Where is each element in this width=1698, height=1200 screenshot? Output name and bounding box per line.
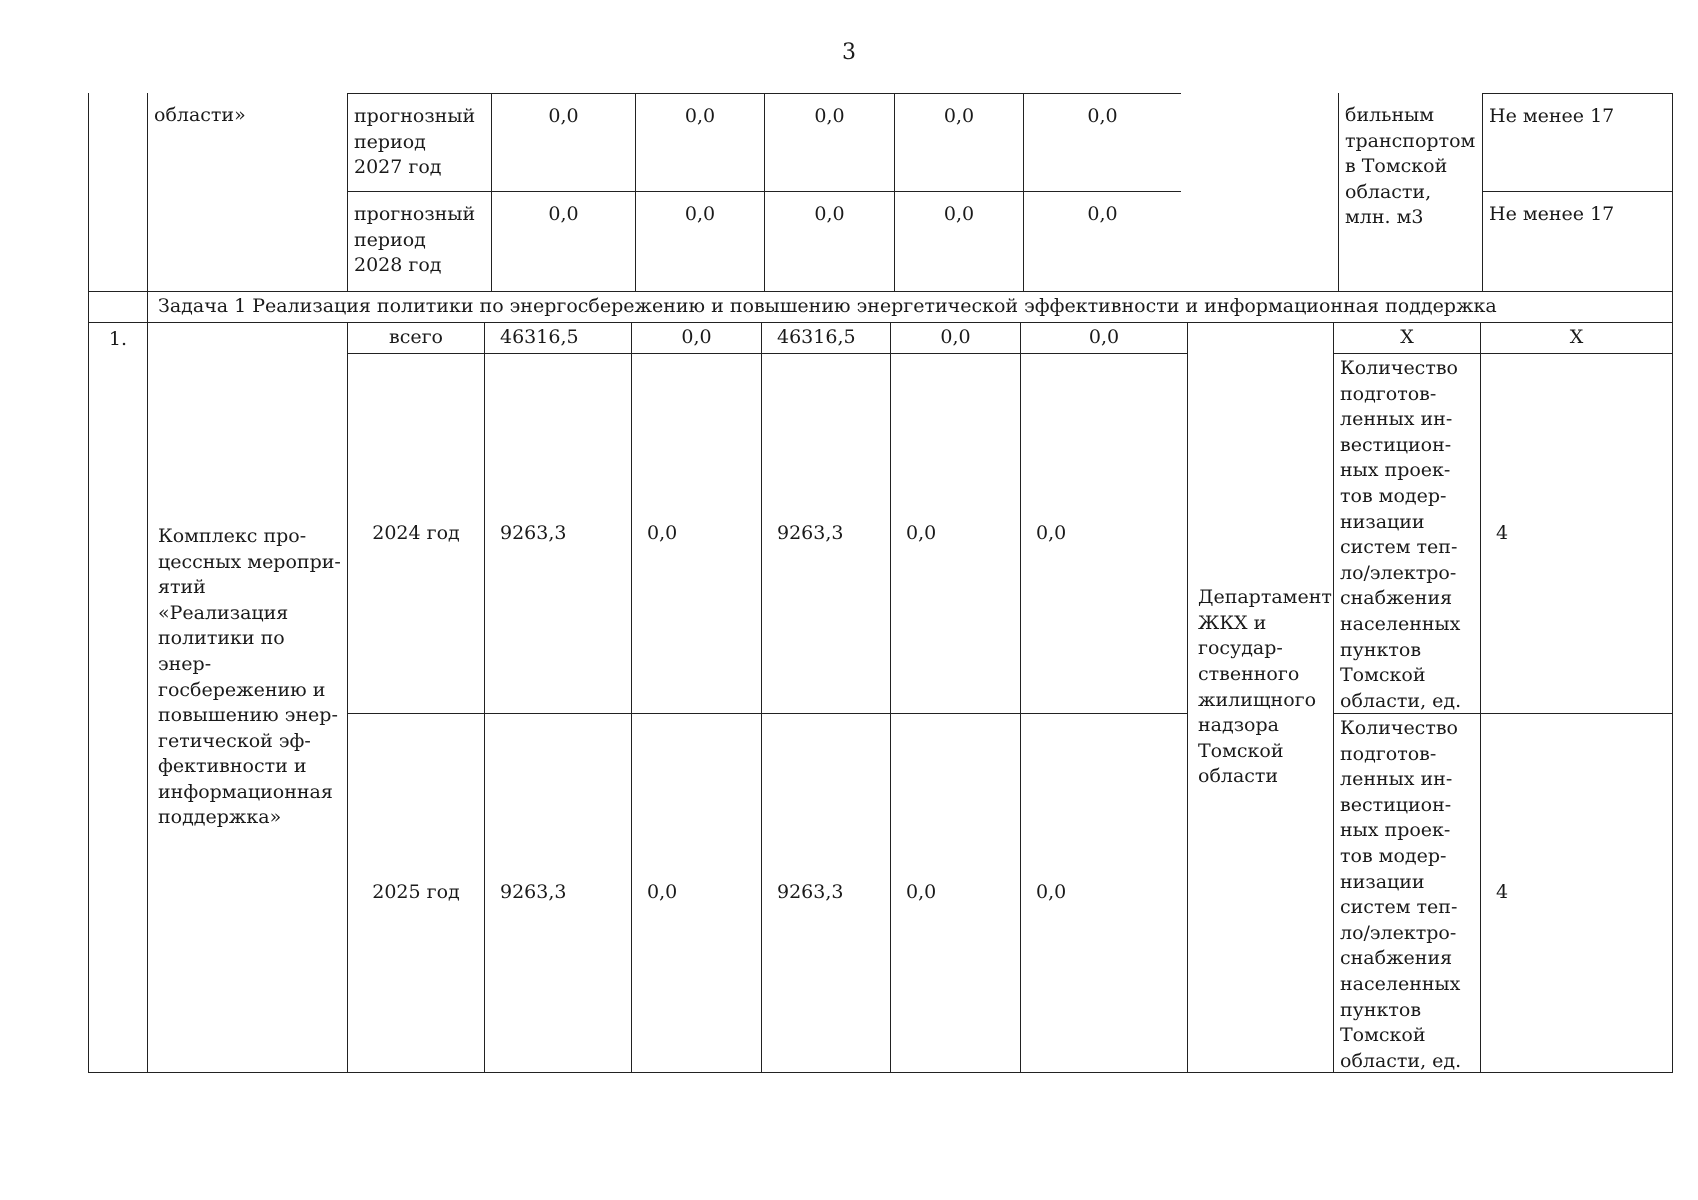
page-number: 3 xyxy=(842,40,856,65)
measure-name-text: Комплекс про- цессных меропри- ятий «Реализация политики по энер- госбережению и повышению энер- гетической эф- фективности и информационная поддержка» xyxy=(158,524,341,829)
value-2028-federal: 0,0 xyxy=(635,191,765,292)
value-2025-local: 0,0 xyxy=(890,713,1021,1073)
value-2028-total: 0,0 xyxy=(491,191,636,292)
total-regional: 46316,5 xyxy=(761,322,891,354)
value-2027-total: 0,0 xyxy=(491,93,636,192)
period-2028: прогнозный период 2028 год xyxy=(347,191,492,292)
responsible-department-text: Департамент ЖКХ и государ- ственного жилищного надзора Томской области xyxy=(1198,586,1332,788)
total-indicator: X xyxy=(1333,322,1481,354)
indicator-value-2027: Не менее 17 xyxy=(1482,93,1673,192)
top-responsible-gap xyxy=(1181,93,1339,292)
value-2025-total: 9263,3 xyxy=(484,713,632,1073)
top-number-cell xyxy=(88,93,148,292)
value-2025-federal: 0,0 xyxy=(631,713,762,1073)
indicator-value-2024: 4 xyxy=(1480,353,1673,714)
period-2024: 2024 год xyxy=(347,353,485,714)
value-2028-other: 0,0 xyxy=(1023,191,1182,292)
value-2025-regional: 9263,3 xyxy=(761,713,891,1073)
period-2027: прогнозный период 2027 год xyxy=(347,93,492,192)
top-measure-name-tail: области» xyxy=(147,93,348,292)
top-indicator-name-tail: бильным транспортом в Томской области, млн. м3 xyxy=(1338,93,1483,292)
task-number-cell xyxy=(88,291,148,323)
value-2027-other: 0,0 xyxy=(1023,93,1182,192)
value-2024-federal: 0,0 xyxy=(631,353,762,714)
value-2024-other: 0,0 xyxy=(1020,353,1188,714)
period-total: всего xyxy=(347,322,485,354)
total-other: 0,0 xyxy=(1020,322,1188,354)
value-2028-regional: 0,0 xyxy=(764,191,895,292)
value-2027-federal: 0,0 xyxy=(635,93,765,192)
value-2024-local: 0,0 xyxy=(890,353,1021,714)
total-federal: 0,0 xyxy=(631,322,762,354)
value-2025-other: 0,0 xyxy=(1020,713,1188,1073)
value-2027-local: 0,0 xyxy=(894,93,1024,192)
indicator-2025: Количество подготов- ленных ин- вестицион- ных проек- тов модер- низации систем теп- ло/электро- снабжения населенных пунктов Томской области, ед. xyxy=(1333,713,1481,1073)
total-amount: 46316,5 xyxy=(484,322,632,354)
value-2028-local: 0,0 xyxy=(894,191,1024,292)
period-2025: 2025 год xyxy=(347,713,485,1073)
indicator-value-2025: 4 xyxy=(1480,713,1673,1073)
indicator-value-2028: Не менее 17 xyxy=(1482,191,1673,292)
total-local: 0,0 xyxy=(890,322,1021,354)
measure-number: 1. xyxy=(88,322,148,1073)
total-indicator-value: X xyxy=(1480,322,1673,354)
value-2024-regional: 9263,3 xyxy=(761,353,891,714)
measure-name xyxy=(147,322,348,1073)
value-2024-total: 9263,3 xyxy=(484,353,632,714)
value-2027-regional: 0,0 xyxy=(764,93,895,192)
responsible-department xyxy=(1187,322,1334,1073)
task-1-heading: Задача 1 Реализация политики по энергосбережению и повышению энергетической эффективности и информационная поддержка xyxy=(147,291,1673,323)
indicator-2024: Количество подготов- ленных ин- вестицион- ных проек- тов модер- низации систем теп- ло/электро- снабжения населенных пунктов Томской области, ед. xyxy=(1333,353,1481,714)
